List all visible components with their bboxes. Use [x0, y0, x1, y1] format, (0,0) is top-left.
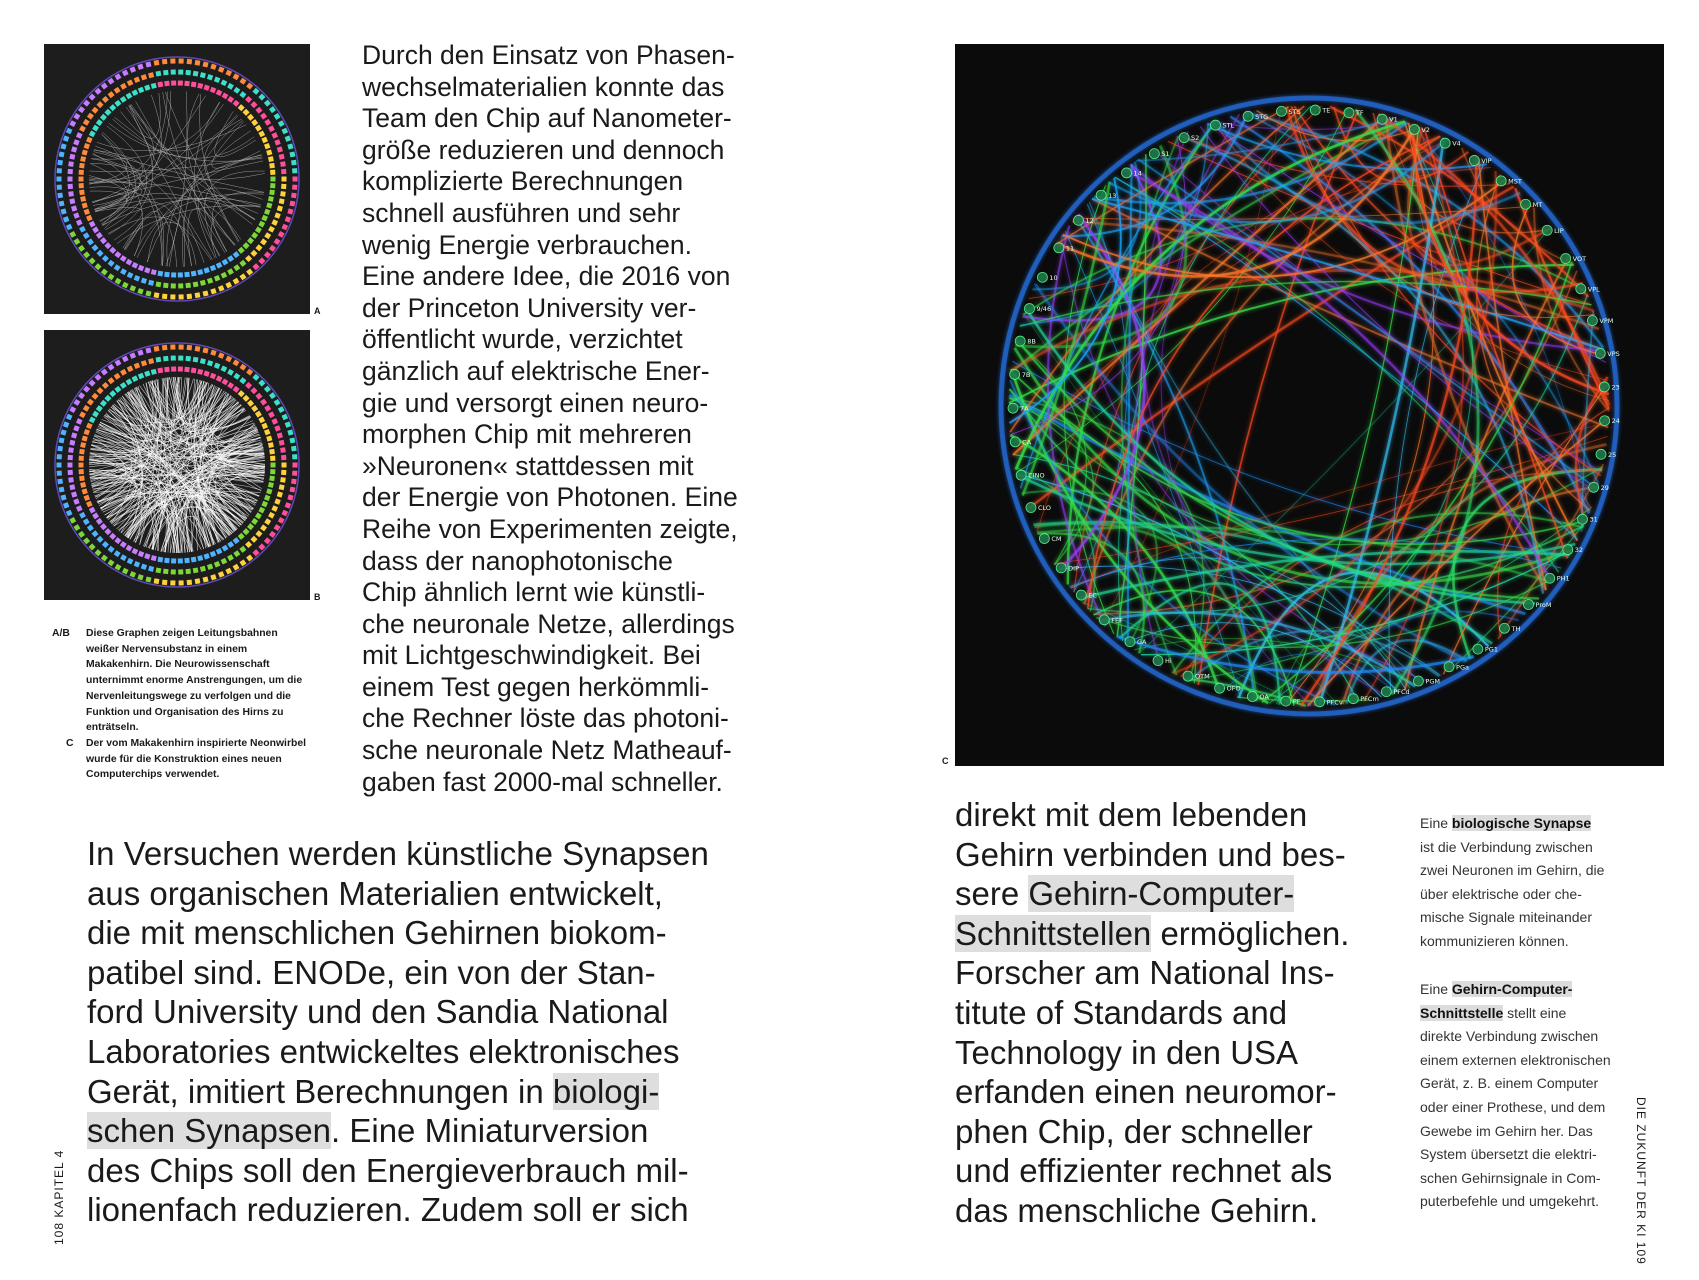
swirl-node-label: V2	[1421, 125, 1430, 134]
glossary-term: Schnittstelle	[1420, 1004, 1504, 1021]
body-line: wenig Energie verbrauchen.	[362, 229, 692, 260]
swirl-node-label: TF	[1355, 109, 1364, 118]
lead-left-lines	[87, 1151, 777, 1230]
swirl-node-label: VPS	[1607, 349, 1620, 358]
lead-right-line: das menschliche Gehirn.	[955, 1191, 1319, 1229]
body-line: größe reduzieren und dennoch	[362, 134, 725, 165]
swirl-node	[1125, 637, 1135, 647]
swirl-node-label: OTM	[1195, 672, 1210, 681]
swirl-node-label: PGa	[1456, 663, 1470, 672]
body-line: Team den Chip auf Nanometer-	[362, 103, 732, 134]
body-line: gie und versorgt einen neuro-	[362, 387, 709, 418]
figure-a-label: A	[314, 306, 321, 316]
swirl-node	[1521, 199, 1531, 209]
text-run: . Eine Miniaturversion	[331, 1112, 649, 1150]
swirl-node-label: 23	[1611, 383, 1620, 392]
swirl-node-label: 32	[1574, 546, 1584, 555]
running-head-right: DIE ZUKUNFT DER KI 109	[1634, 1097, 1648, 1265]
caption-key: C	[66, 737, 74, 749]
swirl-node	[1545, 573, 1555, 583]
body-line: gaben fast 2000-mal schneller.	[362, 766, 723, 797]
swirl-node	[1016, 470, 1026, 480]
swirl-node-label: EC	[1088, 591, 1097, 600]
swirl-node	[1054, 243, 1064, 253]
swirl-node	[1010, 369, 1020, 379]
text-run: Eine	[1420, 815, 1452, 831]
swirl-node-label: OFO	[1226, 684, 1241, 693]
lead-paragraph-left	[87, 834, 777, 1230]
lead-left-line: lionenfach reduzieren. Zudem soll er sich	[87, 1191, 689, 1229]
swirl-node	[1496, 176, 1506, 186]
body-line: sche neuronale Netz Matheauf-	[362, 735, 732, 766]
caption-key: A/B	[52, 628, 70, 639]
swirl-node	[1039, 534, 1049, 544]
swirl-node	[1243, 111, 1253, 121]
swirl-node	[1024, 304, 1034, 314]
swirl-node	[1247, 692, 1257, 702]
swirl-node-label: 7A	[1020, 404, 1029, 413]
glossary-body	[1420, 836, 1632, 954]
swirl-node-label: 9/46	[1036, 305, 1052, 314]
text-run: stellt eine	[1503, 1004, 1567, 1021]
swirl-node	[1595, 348, 1605, 358]
text-run: Gerät, imitiert Berechnungen in	[87, 1072, 553, 1110]
body-line: öffentlicht wurde, verzichtet	[362, 324, 683, 355]
glossary-line: über elektrische oder che-	[1420, 885, 1582, 902]
lead-right-line: phen Chip, der schneller	[955, 1112, 1313, 1150]
glossary-body	[1420, 1025, 1632, 1214]
swirl-node-label: VPM	[1599, 317, 1614, 326]
lead-right-line	[955, 874, 1395, 914]
glossary-line: mische Signale miteinander	[1420, 909, 1592, 926]
highlight-biologische-synapsen: biologi-	[552, 1072, 660, 1110]
swirl-node-label: 31	[1589, 515, 1598, 524]
swirl-node-label: FEF	[1111, 616, 1123, 625]
lead-left-lines	[87, 834, 777, 1072]
swirl-node-label: CLO	[1037, 504, 1052, 513]
swirl-node	[1444, 662, 1454, 672]
swirl-node	[1210, 120, 1220, 130]
swirl-node	[1589, 482, 1599, 492]
swirl-node-label: 13	[1108, 191, 1117, 200]
lead-right-line	[955, 914, 1395, 954]
lead-left-line: Laboratories entwickeltes elektronisches	[87, 1032, 680, 1070]
lead-right-line: Forscher am National Ins-	[955, 954, 1335, 992]
swirl-node-label: V1	[1389, 115, 1398, 124]
swirl-node-label: ProM	[1535, 601, 1552, 610]
swirl-node-label: MT	[1532, 200, 1543, 209]
swirl-node-label: STS	[1288, 107, 1301, 116]
swirl-node-label: LIP	[1554, 226, 1564, 235]
swirl-node	[1076, 590, 1086, 600]
swirl-node	[1563, 545, 1573, 555]
body-line: che neuronale Netze, allerdings	[362, 608, 735, 639]
swirl-node	[1008, 403, 1018, 413]
lead-left-line: In Versuchen werden künstliche Synapsen	[87, 835, 709, 872]
swirl-node	[1281, 696, 1291, 706]
figure-caption	[52, 626, 307, 783]
lead-left-line: patibel sind. ENODe, ein von der Stan-	[87, 953, 656, 991]
glossary-term: Gehirn-Computer-	[1451, 981, 1573, 997]
swirl-node	[1215, 683, 1225, 693]
caption-text: Diese Graphen zeigen Leitungsbahnen weißer Nervensubstanz in einem Makakenhirn. Die Neurowissenschaft unternimmt enorme Anstrengungen, um die Nervenleitungswege zu verfolgen und die Funktion und Organisation des Hirns zu enträtseln.	[86, 628, 303, 734]
lead-left-line: aus organischen Materialien entwickelt,	[87, 874, 663, 912]
glossary-term: biologische Synapse	[1451, 815, 1592, 831]
swirl-node-label: 7B	[1021, 370, 1031, 379]
swirl-node	[1599, 382, 1609, 392]
swirl-node	[1099, 615, 1109, 625]
swirl-node-label: S1	[1161, 150, 1170, 159]
glossary-line: zwei Neuronen im Gehirn, die	[1420, 862, 1605, 879]
body-line: Eine andere Idee, die 2016 von	[362, 261, 731, 292]
swirl-node	[1473, 644, 1483, 654]
lead-right-lines	[955, 795, 1395, 874]
lead-left-line	[87, 1072, 777, 1112]
lead-right-line: Gehirn verbinden und bes-	[955, 835, 1346, 873]
lead-left-line: die mit menschlichen Gehirnen biokom-	[87, 914, 667, 952]
caption-row-c	[52, 736, 307, 783]
swirl-node	[1440, 138, 1450, 148]
lead-right-line: direkt mit dem lebenden	[955, 796, 1308, 833]
highlight-gehirn-computer-schnittstellen: Gehirn-Computer-	[1028, 875, 1295, 913]
figure-a-connectome-graph	[44, 44, 310, 314]
swirl-node	[1381, 687, 1391, 697]
text-run: Eine	[1420, 981, 1452, 997]
swirl-node	[1524, 600, 1534, 610]
swirl-node-label: PH1	[1556, 574, 1570, 583]
swirl-node	[1315, 697, 1325, 707]
swirl-node	[1179, 133, 1189, 143]
highlight-biologische-synapsen: schen Synapsen	[87, 1112, 332, 1150]
swirl-node-label: 10	[1049, 273, 1058, 282]
glossary-line: puterbefehle und umgekehrt.	[1420, 1193, 1600, 1210]
body-line: der Energie von Photonen. Eine	[362, 482, 738, 513]
swirl-node-label: Hi	[1165, 657, 1172, 666]
swirl-node	[1149, 149, 1159, 159]
highlight-gehirn-computer-schnittstellen: Schnittstellen	[955, 914, 1152, 952]
text-run: ermöglichen.	[1151, 914, 1350, 952]
swirl-node	[1037, 272, 1047, 282]
lead-left-line	[87, 1111, 777, 1151]
swirl-node	[1122, 168, 1132, 178]
caption-row-ab	[52, 626, 307, 736]
swirl-node-label: 11	[1065, 244, 1075, 253]
body-line: mit Lichtgeschwindigkeit. Bei	[362, 640, 701, 671]
swirl-node-label: PFCd	[1393, 688, 1410, 697]
swirl-node	[1409, 124, 1419, 134]
swirl-node-label: CM	[1051, 535, 1062, 544]
swirl-node-label: PFCm	[1360, 695, 1379, 704]
body-column-text	[362, 40, 762, 798]
swirl-node-label: S2	[1191, 134, 1200, 143]
swirl-node-label: TE	[1322, 106, 1331, 115]
lead-left-line: des Chips soll den Energieverbrauch mil-	[87, 1151, 689, 1189]
swirl-node-label: 14	[1133, 169, 1142, 178]
caption-text: Der vom Makakenhirn inspirierte Neonwirbel wurde für die Konstruktion eines neuen Computerchips verwendet.	[86, 737, 306, 781]
swirl-node-label: VOT	[1572, 255, 1587, 264]
swirl-node	[1073, 215, 1083, 225]
swirl-node	[1056, 563, 1066, 573]
swirl-node-label: 12	[1085, 216, 1094, 225]
swirl-node-label: PFCv	[1326, 698, 1343, 707]
glossary-line: direkte Verbindung zwischen	[1420, 1028, 1599, 1045]
glossary-line: oder einer Prothese, und dem	[1420, 1098, 1606, 1115]
swirl-node-label: PGM	[1425, 677, 1440, 686]
swirl-node	[1310, 105, 1320, 115]
swirl-node-label: CA	[1022, 438, 1032, 447]
swirl-node-label: 8B	[1027, 337, 1036, 346]
lead-right-line: erfanden einen neuromor-	[955, 1073, 1337, 1111]
swirl-node	[1542, 225, 1552, 235]
swirl-node-label: STL	[1222, 121, 1235, 130]
running-head-left: 108 KAPITEL 4	[52, 1149, 66, 1245]
glossary-line	[1420, 1002, 1632, 1026]
swirl-node	[1600, 416, 1610, 426]
swirl-node	[1344, 108, 1354, 118]
body-line: dass der nanophotonische	[362, 545, 673, 576]
swirl-node	[1348, 694, 1358, 704]
swirl-node	[1276, 106, 1286, 116]
swirl-node	[1183, 671, 1193, 681]
glossary-line: kommunizieren können.	[1420, 932, 1569, 949]
swirl-node	[1469, 155, 1479, 165]
swirl-node	[1153, 656, 1163, 666]
glossary-line: Gerät, z. B. einem Computer	[1420, 1075, 1599, 1092]
swirl-node	[1561, 254, 1571, 264]
figure-b-label: B	[314, 592, 321, 602]
body-line: che Rechner löste das photoni-	[362, 703, 729, 734]
swirl-node	[1413, 676, 1423, 686]
figure-b-connectome-graph	[44, 330, 310, 600]
lead-right-line: Technology in den USA	[955, 1033, 1299, 1071]
glossary-line	[1420, 978, 1632, 1002]
body-line: gänzlich auf elektrische Ener-	[362, 355, 710, 386]
swirl-node-label: PG1	[1484, 645, 1498, 654]
swirl-node-label: 29	[1600, 483, 1609, 492]
swirl-node-label: MST	[1508, 177, 1522, 186]
figure-c-label: C	[942, 756, 949, 766]
glossary-line: einem externen elektronischen	[1420, 1051, 1611, 1068]
swirl-node-label: PF	[1292, 697, 1301, 706]
glossary-gehirn-computer-schnittstelle	[1420, 978, 1632, 1214]
body-line: Chip ähnlich lernt wie künstli-	[362, 577, 706, 608]
swirl-node	[1499, 623, 1509, 633]
swirl-node	[1015, 336, 1025, 346]
swirl-node	[1010, 437, 1020, 447]
swirl-node-label: 24	[1611, 417, 1620, 426]
swirl-node	[1587, 316, 1597, 326]
swirl-node-label: CINO	[1028, 471, 1045, 480]
swirl-node-label: 25	[1608, 450, 1617, 459]
body-line: Reihe von Experimenten zeigte,	[362, 513, 738, 544]
swirl-node	[1377, 114, 1387, 124]
glossary-line: schen Gehirnsignale in Com-	[1420, 1169, 1601, 1186]
glossary-line	[1420, 812, 1632, 836]
swirl-node-label: DIP	[1068, 564, 1080, 573]
glossary-line: Gewebe im Gehirn her. Das	[1420, 1122, 1593, 1139]
lead-right-line: und effizienter rechnet als	[955, 1152, 1333, 1190]
body-line: Durch den Einsatz von Phasen-	[362, 40, 735, 70]
body-line: schnell ausführen und sehr	[362, 197, 681, 228]
swirl-node-label: VPL	[1587, 285, 1600, 294]
glossary-line: System übersetzt die elektri-	[1420, 1146, 1597, 1163]
lead-left-line: ford University und den Sandia National	[87, 993, 669, 1031]
glossary-biologische-synapse	[1420, 812, 1632, 954]
lead-right-lines	[955, 953, 1395, 1230]
swirl-node-label: OA	[1259, 693, 1269, 702]
swirl-node-label: TH	[1511, 624, 1521, 633]
swirl-node	[1596, 449, 1606, 459]
body-line: der Princeton University ver-	[362, 292, 697, 323]
swirl-node	[1026, 503, 1036, 513]
figure-c-neon-swirl	[955, 44, 1664, 766]
swirl-node-label: STG	[1255, 112, 1269, 121]
body-line: einem Test gegen herkömmli-	[362, 671, 710, 702]
body-line: wechselmaterialien konnte das	[362, 71, 725, 102]
body-line: »Neuronen« stattdessen mit	[362, 450, 694, 481]
swirl-node-label: GA	[1136, 638, 1147, 647]
swirl-node	[1577, 514, 1587, 524]
glossary-line: ist die Verbindung zwischen	[1420, 838, 1593, 855]
body-line: morphen Chip mit mehreren	[362, 419, 692, 450]
text-run: sere	[955, 875, 1029, 913]
swirl-node	[1576, 284, 1586, 294]
lead-paragraph-right	[955, 795, 1395, 1231]
lead-right-line: titute of Standards and	[955, 993, 1288, 1031]
body-line: komplizierte Berechnungen	[362, 166, 684, 197]
swirl-node-label: V4	[1452, 139, 1461, 148]
swirl-node	[1096, 190, 1106, 200]
swirl-node-label: VIP	[1481, 156, 1492, 165]
